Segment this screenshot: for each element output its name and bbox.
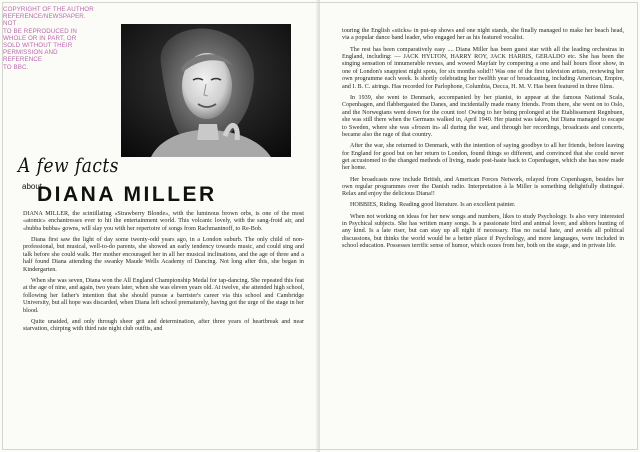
paragraph: After the war, she returned to Denmark, with the intention of saying goodbye to all her friends, before leaving for England for good but on her return to London, found things so different, and convinced that she could never get accustomed to the changed methods of living, made post-haste back to Copenhagen, which she has now made her home. xyxy=(342,143,624,172)
stamp-line: WHOLE OR IN PART, OR xyxy=(3,34,77,42)
paragraph: The rest has been comparatively easy .... Diana Miller has been guest star with all the leading orchestras in England, including: — JACK HYLTON, HARRY ROY, JACK HARRIS, GERALDO etc. She has been the singing sensation of innumerable revues, and wowed Mayfair by compering a one and half hours floor show, in one of London's snappiest night spots, for six months solid!! Was one of the first television artists, reviewing her own programme each week. Is shortly celebrating her twelfth year of broadcasting, including American, Empire, and I. B. C. airings. Has recorded for Parlophone, Columbia, Decca, H. M. V. Has been featured in three films. xyxy=(342,46,624,90)
about-label: about xyxy=(22,182,43,191)
stamp-line: COPYRIGHT OF THE AUTHOR xyxy=(3,6,94,13)
paragraph: In 1939, she went to Denmark, accompanied by her pianist, to appear at the famous National Scala, Copenhagen, and flabbergasted the Danes, and incidentally made many friends. From there, she went on to Oslo, and the Norwegians went down for the count too! Owing to her being prolonged at the Etablissement Regnbuen, she was still there when the Germans walked in, April 1940. Her pianist was taken, but Diana managed to escape to Sweden, where she was «frozen in» all during the war, and through her recordings, broadcasts and concerts, became also the rage of that country. xyxy=(342,94,624,139)
paragraph: When not working on ideas for her new songs and numbers, likes to study Psychology. Is also very interested in Psychical subjects. She has written many songs. Is a passionate bird and animal lover, and abhors hunting of any kind. Is a late riser, but can stay up all night if necessary. Has no racial hate, and avoids all political discussions, but thinks the world would be a better place if Psychology, and more languages, were included in school education. Possesses terrific sense of humor, which oozes from her, both on the stage, and in private life. xyxy=(342,213,624,250)
stamp-line: TO BE REPRODUCED IN xyxy=(3,27,77,35)
a-few-facts-heading: A few facts xyxy=(18,154,119,178)
stamp-line: SOLD WITHOUT THEIR xyxy=(3,42,73,50)
copyright-stamp xyxy=(3,6,95,71)
paragraph: When she was seven, Diana won the All England Championship Medal for tap-dancing. She repeated this feat at the age of nine, and again, two years later, when she was eleven years old. At twelve, she attended high school, following her father's intention that she should pursue a barrister's career via this school and Cambridge University, but all hope was discarded, when Diana left school prematurely, having got the urge of the stage in her blood. xyxy=(23,277,304,314)
paragraph: Diana first saw the light of day some twenty-odd years ago, in a London suburb. The only child of non-professional, but musical, well-to-do parents, she showed an early tendency towards music, and could sing and talk before she could walk. Her mother encouraged her in all her musical inclinations, and the age of three and a half found Diana attending the swanky Maude Wells Academy of Dancing. Not long after this, she began in Kindergarten. xyxy=(23,236,304,273)
paragraph: Her broadcasts now include British, and American Forces Network, relayed from Copenhagen, besides her own regular programmes over the Danish radio. Interpretation à la Miller is something delightfully distingué. Relax and enjoy the delicious Diana!! xyxy=(342,176,624,198)
right-column-text xyxy=(342,28,624,254)
paragraph: HOBBIES, Riding. Reading good literature. Is an excellent painter. xyxy=(350,202,516,209)
stamp-line: PERMISSION AND REFERENCE xyxy=(3,49,58,64)
paragraph: Quite unaided, and only through sheer grit and determination, after three years of heartbreak and near starvation, chirping with third rate night club outfits, and xyxy=(23,318,304,333)
left-column-text xyxy=(23,211,304,337)
stamp-line: TO BBC. xyxy=(3,63,29,71)
paragraph: DIANA MILLER, the scintillating «Strawberry Blonde», with the luminous brown orbs, is one of the most «atomic» enchantresses ever to hit the entertainment world. This volcanic lovely, with the sang-froid air, and «bubba bubba» gowns, will slay you with her repertoire of songs from Rachmaninoff, to Re-Bob. xyxy=(23,211,304,232)
portrait-photo xyxy=(121,24,291,157)
artist-name-title: DIANA MILLER xyxy=(37,183,217,206)
paragraph: touring the English «sticks» in put-up shows and one night stands, she finally managed to make her beach head, via a popular dance band leader, who engaged her as his featured vocalist. xyxy=(342,28,624,42)
stamp-line: REFERENCE/NEWSPAPER. NOT xyxy=(3,13,86,28)
portrait-illustration xyxy=(121,24,291,157)
